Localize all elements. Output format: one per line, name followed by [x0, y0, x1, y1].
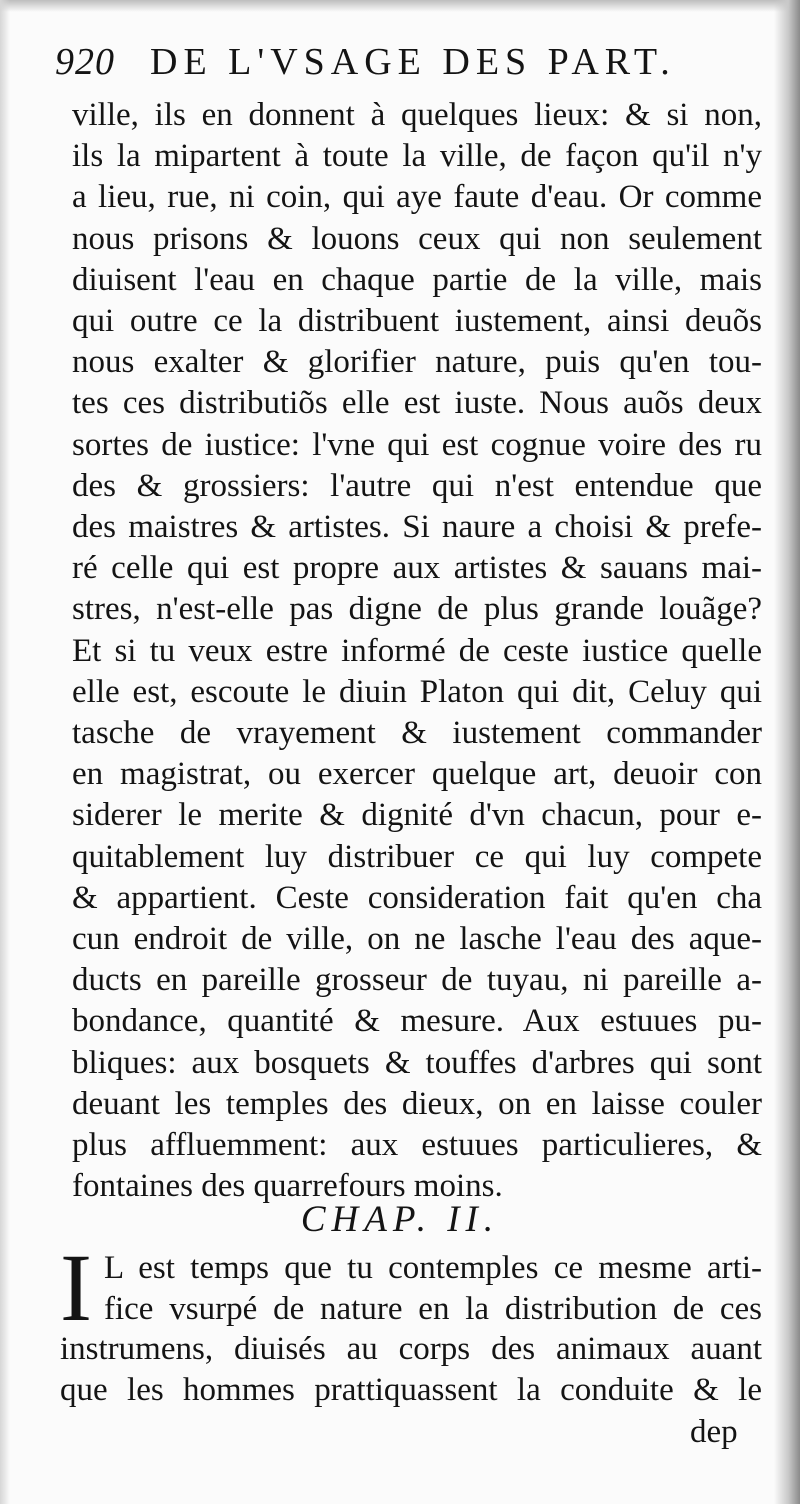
- text-line: sortes de iustice: l'vne qui est cognue voire des ru: [72, 426, 762, 463]
- page-left-edge: [0, 0, 10, 1504]
- text-line: deuant les temples des dieux, on en laisse couler: [72, 1085, 762, 1122]
- text-line: bliques: aux bosquets & touffes d'arbres qui sont: [72, 1044, 762, 1081]
- text-line: nous exalter & glorifier nature, puis qu'en tou-: [72, 344, 762, 381]
- text-line: diuisent l'eau en chaque partie de la ville, mais: [72, 261, 762, 298]
- text-line: Et si tu veux estre informé de ceste iustice quelle: [72, 632, 762, 669]
- text-line: quitablement luy distribuer ce qui luy compete: [72, 838, 762, 875]
- text-line: & appartient. Ceste consideration fait qu'en cha: [72, 879, 762, 916]
- text-line: en magistrat, ou exercer quelque art, deuoir con: [72, 756, 762, 793]
- drop-capital: I: [60, 1234, 92, 1341]
- text-line: elle est, escoute le diuin Platon qui dit, Celuy qui: [72, 673, 762, 710]
- chapter-lines: [60, 1248, 762, 1410]
- text-line: a lieu, rue, ni coin, qui aye faute d'eau. Or comme: [72, 179, 762, 216]
- text-line: siderer le merite & dignité d'vn chacun, pour e-: [72, 797, 762, 834]
- text-line: des maistres & artistes. Si naure a choisi & prefe-: [72, 509, 762, 546]
- text-line: instrumens, diuisés au corps des animaux auant: [60, 1331, 762, 1367]
- text-line: que les hommes prattiquassent la conduite & le: [60, 1371, 762, 1408]
- text-line: tasche de vrayement & iustement commander: [72, 715, 762, 752]
- text-line: cun endroit de ville, on ne lasche l'eau des aque-: [72, 921, 762, 958]
- text-line: qui outre ce la distribuent iustement, ainsi deuõs: [72, 303, 762, 340]
- text-line: plus affluemment: aux estuues particulieres, &: [72, 1127, 762, 1164]
- text-line: ré celle qui est propre aux artistes & sauans mai-: [72, 550, 762, 587]
- catchword: dep: [690, 1414, 738, 1450]
- body-text: [72, 95, 762, 1207]
- text-line: ducts en pareille grosseur de tuyau, ni pareille a-: [72, 962, 762, 999]
- text-line: bondance, quantité & mesure. Aux estuues pu-: [72, 1003, 762, 1040]
- text-line: ils la mipartent à toute la ville, de façon qu'il n'y: [72, 138, 762, 175]
- chapter-heading: CHAP. II.: [300, 1199, 500, 1240]
- text-line: nous prisons & louons ceux qui non seulement: [72, 220, 762, 257]
- text-line: des & grossiers: l'autre qui n'est entendue que: [72, 467, 762, 504]
- text-line: stres, n'est-elle pas digne de plus grande louãge?: [72, 591, 762, 628]
- text-line: fice vsurpé de nature en la distribution de ces: [104, 1290, 762, 1327]
- running-head: DE L'VSAGE DES PART.: [150, 41, 676, 83]
- text-line: L est temps que tu contemples ce mesme arti-: [104, 1250, 762, 1286]
- page-number: 920: [55, 41, 115, 83]
- page-gutter-shadow: [774, 0, 800, 1504]
- page-header: [55, 38, 715, 86]
- page-top-shadow: [0, 0, 800, 12]
- text-line: tes ces distributiõs elle est iuste. Nous auõs deux: [72, 385, 762, 422]
- chapter-text: [60, 1234, 762, 1448]
- text-line: fontaines des quarrefours moins.: [72, 1168, 503, 1205]
- text-line: ville, ils en donnent à quelques lieux: & si non,: [72, 97, 762, 133]
